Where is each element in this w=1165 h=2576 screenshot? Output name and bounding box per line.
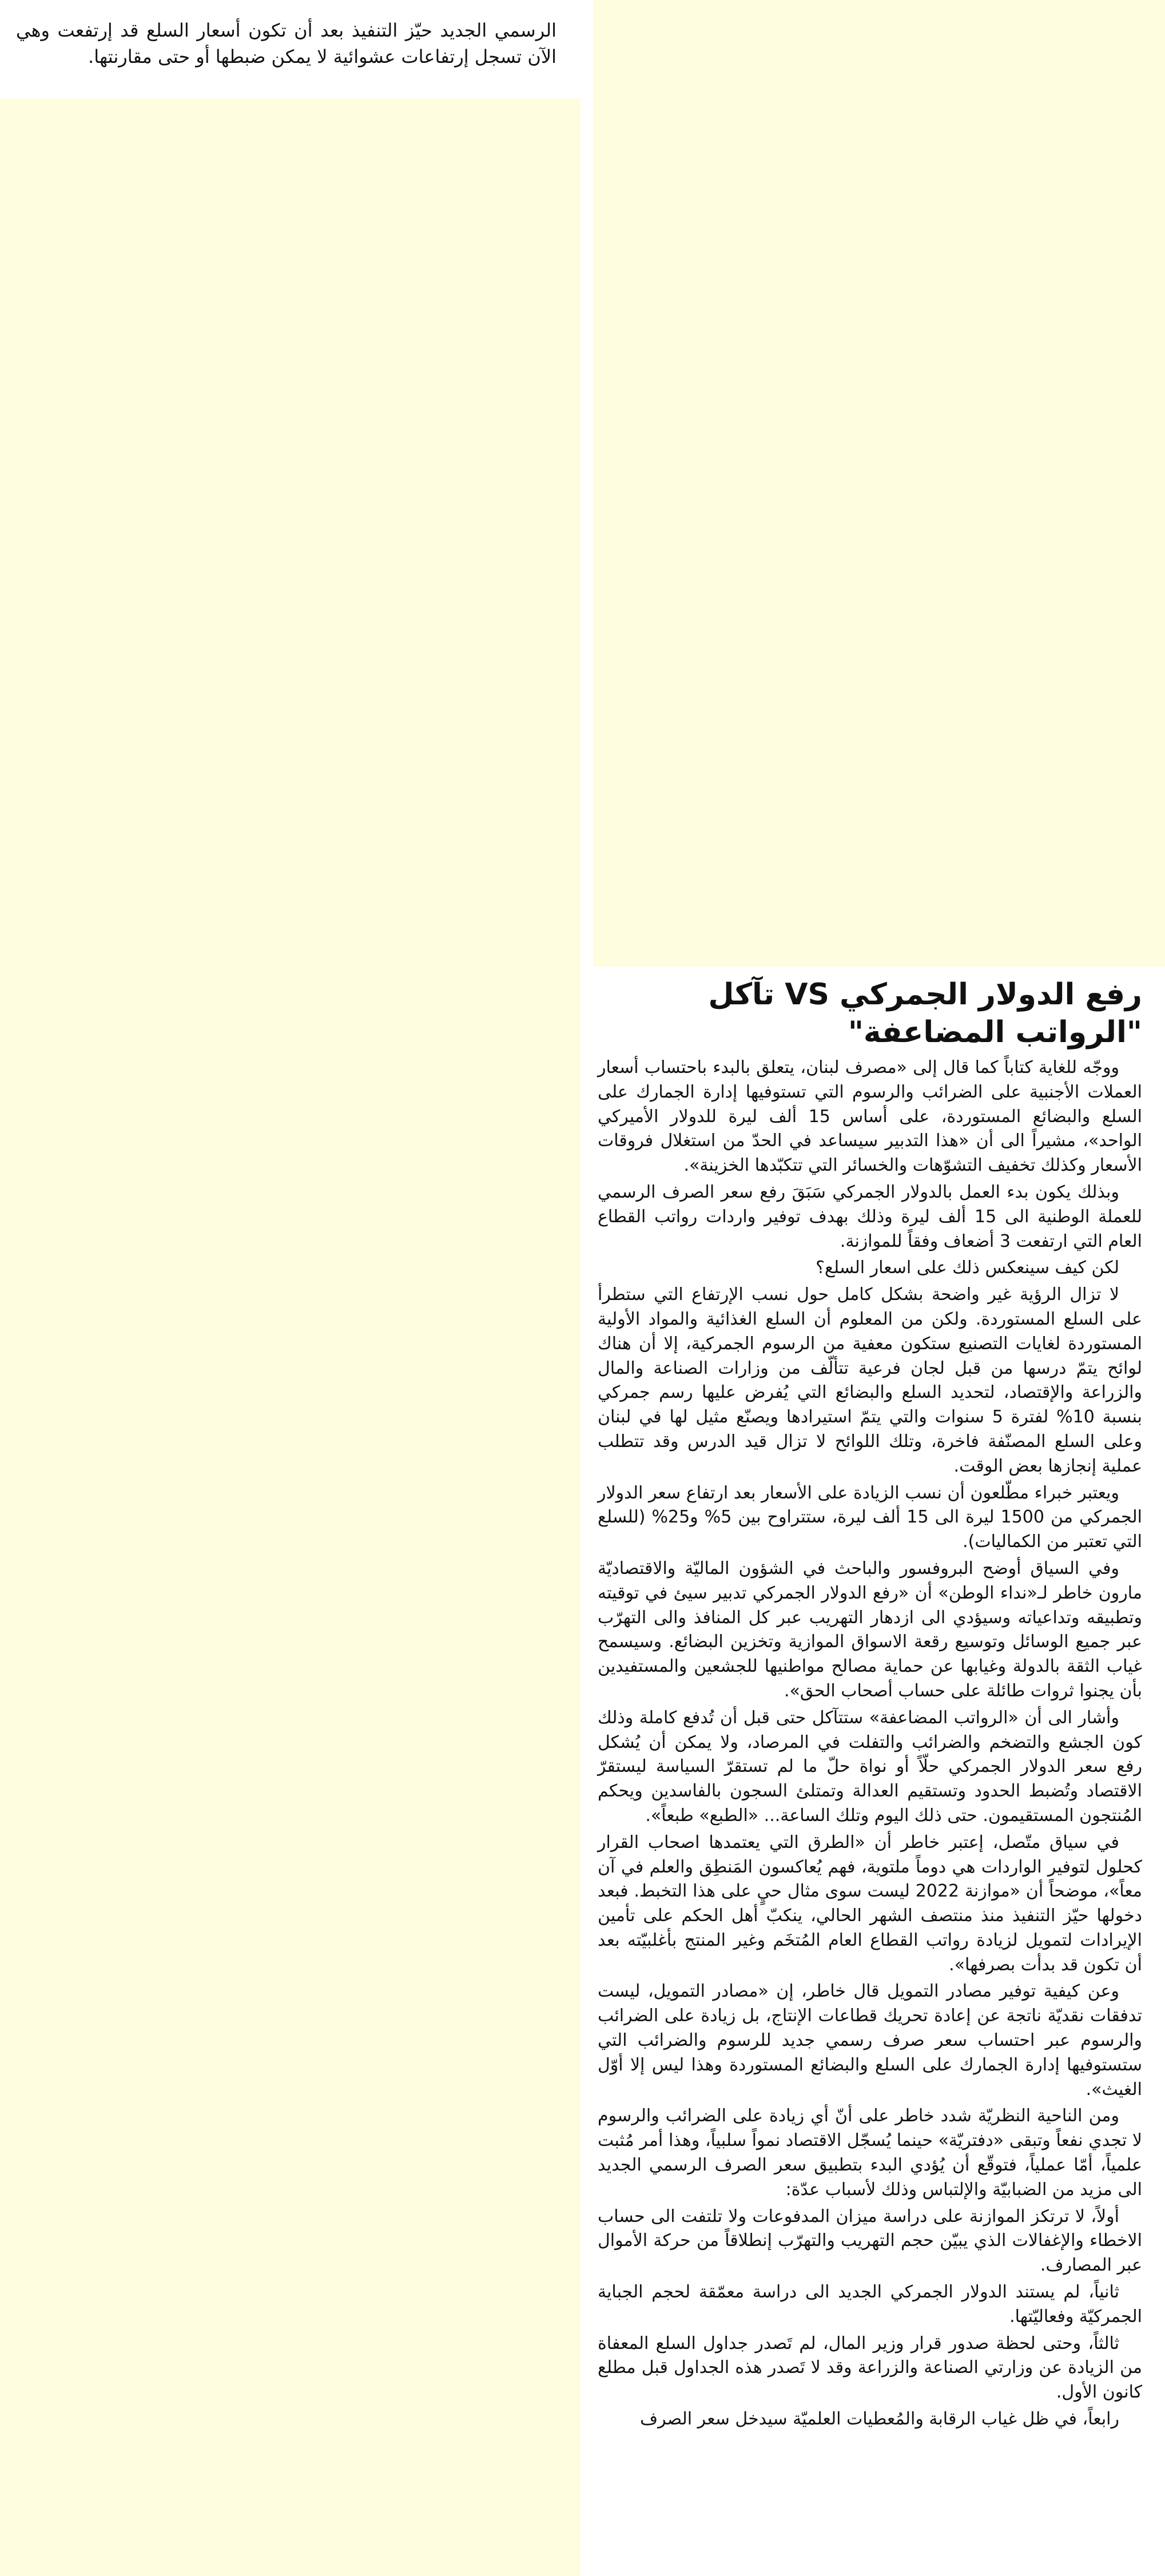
continued-text: الرسمي الجديد حيّز التنفيذ بعد أن تكون أسعار السلع قد إرتفعت وهي الآن تسجل إرتفاعات عشوائية لا يمكن ضبطها أو حتى مقارنتها. (16, 19, 556, 67)
continued-text-block (0, 0, 580, 97)
article-paragraph: لكن كيف سينعكس ذلك على اسعار السلع؟ (816, 1258, 1119, 1278)
article-paragraph: ويعتبر خبراء مطّلعون أن نسب الزيادة على الأسعار بعد ارتفاع سعر الدولار الجمركي من 1500 ليرة الى 15 ألف ليرة، ستتراوح بين 5% و25% (للسلع التي تعتبر من الكماليات). (598, 1482, 1142, 1552)
article-paragraph: ثانياً، لم يستند الدولار الجمركي الجديد الى دراسة معمّقة لحجم الجباية الجمركيّة وفعاليّتها. (598, 2282, 1142, 2327)
article-paragraph: وفي السياق أوضح البروفسور والباحث في الشؤون الماليّة والاقتصاديّة مارون خاطر لـ«نداء الوطن» أن «رفع الدولار الجمركي تدبير سيئ في توقيته وتطبيقه وتداعياته وسيؤدي الى ازدهار التهريب عبر كل المنافذ والى التهرّب عبر جميع الوسائل وتوسيع رقعة الاسواق الموازية وتخزين البضائع. وسيسمح غياب الثقة بالدولة وغيابها عن حماية مصالح مواطنيها للجشعين والمستفيدين بأن يجنوا ثروات طائلة على حساب أصحاب الحق». (598, 1558, 1142, 1701)
highlighted-empty-area-left (0, 98, 580, 2576)
article-paragraph: وبذلك يكون بدء العمل بالدولار الجمركي سَبَقَ رفع سعر الصرف الرسمي للعملة الوطنية الى 15 ألف ليرة وذلك بهدف توفير واردات رواتب القطاع العام التي ارتفعت 3 أضعاف وفقاً للموازنة. (598, 1182, 1142, 1251)
article-paragraph: رابعاً، في ظل غياب الرقابة والمُعطيات العلميّة سيدخل سعر الصرف (640, 2409, 1119, 2430)
article-paragraph: ووجّه للغاية كتاباً كما قال إلى «مصرف لبنان، يتعلق بالبدء باحتساب أسعار العملات الأجنبية على الضرائب والرسوم التي تستوفيها إدارة الجمارك على السلع والبضائع المستوردة، على أساس 15 ألف ليرة للدولار الأميركي الواحد»، مشيراً الى أن «هذا التدبير سيساعد في الحدّ من استغلال فروقات الأسعار وكذلك تخفيف التشوّهات والخسائر التي تتكبّدها الخزينة». (598, 1058, 1142, 1176)
article-paragraph: وأشار الى أن «الرواتب المضاعفة» ستتآكل حتى قبل أن تُدفع كاملة وذلك كون الجشع والتضخم والضرائب والتفلت في المرصاد، ولا يمكن أن يُشكل رفع سعر الدولار الجمركي حلّاً أو نواة حلّ ما لم تستقرّ السياسة ليستقرّ الاقتصاد وتُضبط الحدود وتستقيم العدالة وتمتلئ السجون بالفاسدين ويحكم المُنتجون المستقيمون. حتى ذلك اليوم وتلك الساعة... «الطبع» طبعاً». (598, 1707, 1142, 1826)
article-paragraph: ثالثاً، وحتى لحظة صدور قرار وزير المال، لم تَصدر جداول السلع المعفاة من الزيادة عن وزارتي الصناعة والزراعة وقد لا تَصدر هذه الجداول قبل مطلع كانون الأول. (598, 2333, 1142, 2403)
article-paragraph: في سياق متّصل، إعتبر خاطر أن «الطرق التي يعتمدها اصحاب القرار كحلول لتوفير الواردات هي دوماً ملتوية، فهم يُعاكسون المَنطِق والعلم في آن معاً»، موضحاً أن «موازنة 2022 ليست سوى مثال حيٍ على هذا التخبط. فبعد دخولها حيّز التنفيذ منذ منتصف الشهر الحالي، ينكبّ أهل الحكم على تأمين الإيرادات لتمويل لزيادة رواتب القطاع العام المُتخَم وغير المنتج بأغلبيّته بعد أن تكون قد بدأت بصرفها». (598, 1832, 1142, 1975)
article-paragraph: أولاً، لا ترتكز الموازنة على دراسة ميزان المدفوعات ولا تلتفت الى حساب الاخطاء والإغفالات الذي يبيّن حجم التهريب والتهرّب إنطلاقاً من حركة الأموال عبر المصارف. (598, 2206, 1142, 2276)
article-paragraph: وعن كيفية توفير مصادر التمويل قال خاطر، إن «مصادر التمويل، ليست تدفقات نقديّة ناتجة عن إعادة تحريك قطاعات الإنتاج، بل زيادة على الضرائب والرسوم عبر احتساب سعر صرف رسمي جديد للرسوم والضرائب التي ستستوفيها إدارة الجمارك على السلع والبضائع المستوردة وهذا ليس إلا أوّل الغيث». (598, 1981, 1142, 2100)
article-body (598, 1056, 1142, 2432)
article-paragraph: لا تزال الرؤية غير واضحة بشكل كامل حول نسب الإرتفاع التي ستطرأ على السلع المستوردة. ولكن من المعلوم أن السلع الغذائية والمواد الأولية المستوردة لغايات التصنيع ستكون معفية من الرسوم الجمركية، إلا أن هناك لوائح يتمّ درسها من قبل لجان فرعية تتألّف من وزارات الصناعة والمال والزراعة والإقتصاد، لتحديد السلع والبضائع التي يُفرض عليها رسم جمركي بنسبة 10% لفترة 5 سنوات والتي يتمّ استيرادها ويصنّع مثيل لها في لبنان وعلى السلع المصنّفة فاخرة، وتلك اللوائح لا تزال قيد الدرس وقد تتطلب عملية إنجازها بعض الوقت. (598, 1285, 1142, 1476)
highlighted-empty-area-right (593, 0, 1165, 967)
article (593, 967, 1165, 2576)
article-paragraph: ومن الناحية النظريّة شدد خاطر على أنّ أي زيادة على الضرائب والرسوم لا تجدي نفعاً وتبقى «دفتريّة» حينما يُسجّل الاقتصاد نمواً سلبياً، وهذا أمر مُثبت علمياً، أمّا عملياً، فتوقّع أن يُؤدي البدء بتطبيق سعر الصرف الرسمي الجديد الى مزيد من الضبابيّة والإلتباس وذلك لأسباب عدّة: (598, 2106, 1142, 2200)
article-title: رفع الدولار الجمركي VS تآكل "الرواتب المضاعفة" (708, 977, 1142, 1050)
